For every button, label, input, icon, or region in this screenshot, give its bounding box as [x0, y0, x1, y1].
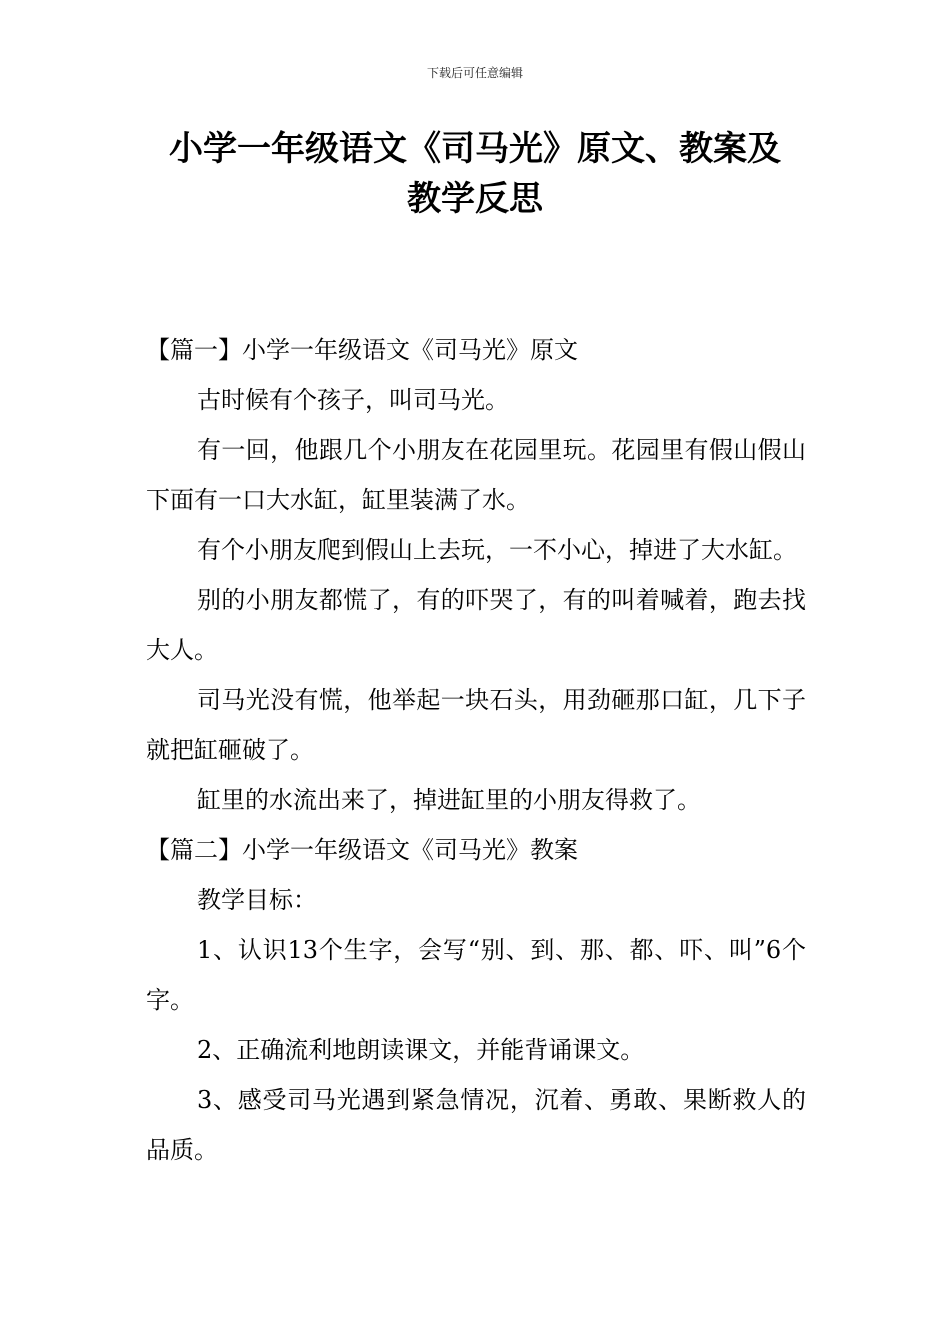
header-note: 下载后可任意编辑: [426, 66, 523, 80]
paragraph: 有个小朋友爬到假山上去玩，一不小心，掉进了大水缸。: [197, 536, 797, 564]
section-heading-1: 【篇一】小学一年级语文《司马光》原文: [146, 336, 578, 364]
goal-item: 2、正确流利地朗读课文，并能背诵课文。: [197, 1036, 645, 1064]
document-title-line-2: 教学反思: [407, 179, 543, 219]
section-heading-2: 【篇二】小学一年级语文《司马光》教案: [146, 836, 578, 864]
document-title-line-1: 小学一年级语文《司马光》原文、教案及: [169, 129, 781, 169]
teaching-goals-label: 教学目标：: [197, 886, 317, 914]
paragraph: 有一回，他跟几个小朋友在花园里玩。花园里有假山假山下面有一口大水缸，缸里装满了水。: [146, 436, 806, 514]
paragraph: 古时候有个孩子，叫司马光。: [197, 386, 509, 414]
paragraph: 缸里的水流出来了，掉进缸里的小朋友得救了。: [197, 786, 701, 814]
goal-item: 1、认识13个生字，会写“别、到、那、都、吓、叫”6个字。: [146, 936, 806, 1014]
paragraph: 司马光没有慌，他举起一块石头，用劲砸那口缸，几下子就把缸砸破了。: [146, 686, 806, 764]
document-body: [146, 325, 806, 1175]
paragraph: 别的小朋友都慌了，有的吓哭了，有的叫着喊着，跑去找大人。: [146, 586, 806, 664]
goal-item: 3、感受司马光遇到紧急情况，沉着、勇敢、果断救人的品质。: [146, 1086, 806, 1164]
document-title: [120, 124, 830, 224]
